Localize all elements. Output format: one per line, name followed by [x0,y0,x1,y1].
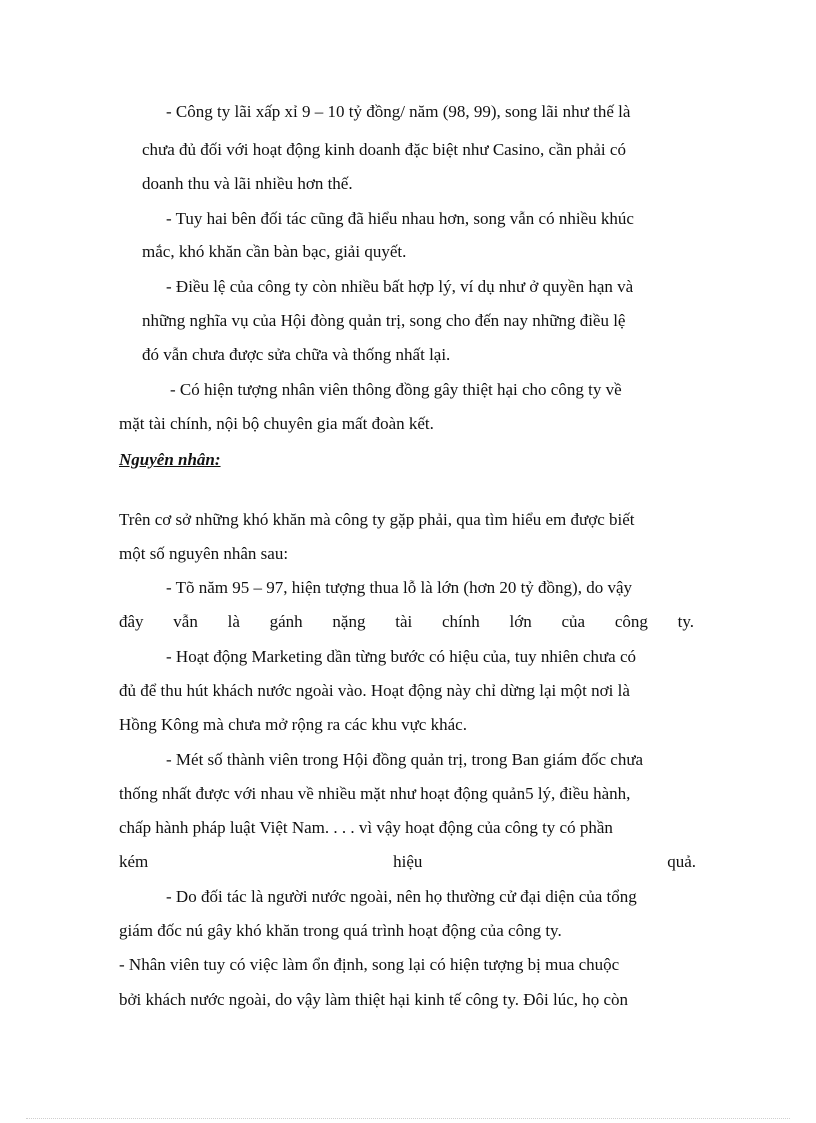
text-line: mắc, khó khăn cần bàn bạc, giải quyết. [142,242,407,261]
text-line: - Tõ năm 95 – 97, hiện tượng thua lỗ là lớn (hơn 20 tỷ đồng), do vậy [166,578,633,597]
word: chính [441,612,480,631]
text-line: chưa đủ đối với hoạt động kinh doanh đặc biệt như Casino, cần phải có [142,140,626,159]
text-line: bởi khách nước ngoài, do vậy làm thiệt hại kinh tế công ty. Đôi lúc, họ còn [119,990,629,1009]
text-line: đó vẫn chưa được sửa chữa và thống nhất lại. [142,345,451,364]
text-line: - Tuy hai bên đối tác cũng đã hiểu nhau hơn, song vẫn có nhiều khúc [166,209,634,228]
text-line: - Mét số thành viên trong Hội đồng quản trị, trong Ban giám đốc chưa [166,750,644,769]
justified-line [119,611,694,633]
word: lớn [509,612,532,631]
text-line: giám đốc nú gây khó khăn trong quá trình hoạt động của công ty. [119,921,562,940]
word: công [614,612,648,631]
word: kém [119,852,149,871]
word: đây [119,612,144,631]
text-line: - Điều lệ của công ty còn nhiều bất hợp lý, ví dụ như ở quyền hạn và [166,277,634,296]
text-line: thống nhất được với nhau về nhiều mặt như hoạt động quản5 lý, điều hành, [119,784,631,803]
word: nặng [332,612,366,631]
text-line: đủ để thu hút khách nước ngoài vào. Hoạt động này chỉ dừng lại một nơi là [119,681,630,700]
text-line: - Nhân viên tuy có việc làm ổn định, song lại có hiện tượng bị mua chuộc [119,955,620,974]
text-line: những nghĩa vụ của Hội đòng quản trị, song cho đến nay những điều lệ [142,311,626,330]
text-line: chấp hành pháp luật Việt Nam. . . . vì vậy hoạt động của công ty có phần [119,818,613,837]
text-line: - Có hiện tượng nhân viên thông đồng gây thiệt hại cho công ty về [170,380,622,399]
word: quả. [667,852,696,871]
word: vẫn [173,612,198,631]
text-line: doanh thu và lãi nhiều hơn thế. [142,174,353,193]
text-line: - Hoạt động Marketing dần từng bước có hiệu của, tuy nhiên chưa có [166,647,636,666]
word: là [227,612,240,631]
word: gánh [269,612,303,631]
section-heading: Nguyên nhân: [119,450,221,469]
word: hiệu [393,852,423,871]
word: ty. [677,612,694,631]
text-line: - Do đối tác là người nước ngoài, nên họ thường cử đại diện của tổng [166,887,637,906]
text-line: một số nguyên nhân sau: [119,544,289,563]
word: của [561,612,586,631]
page-bottom-rule [26,1118,790,1119]
text-line: Hồng Kông mà chưa mở rộng ra các khu vực khác. [119,715,467,734]
word: tài [395,612,413,631]
text-line: Trên cơ sở những khó khăn mà công ty gặp phải, qua tìm hiểu em được biết [119,510,635,529]
text-line: mặt tài chính, nội bộ chuyên gia mất đoàn kết. [119,414,434,433]
text-line: - Công ty lãi xấp xỉ 9 – 10 tỷ đồng/ năm (98, 99), song lãi như thế là [166,102,631,121]
justified-line [119,851,696,873]
